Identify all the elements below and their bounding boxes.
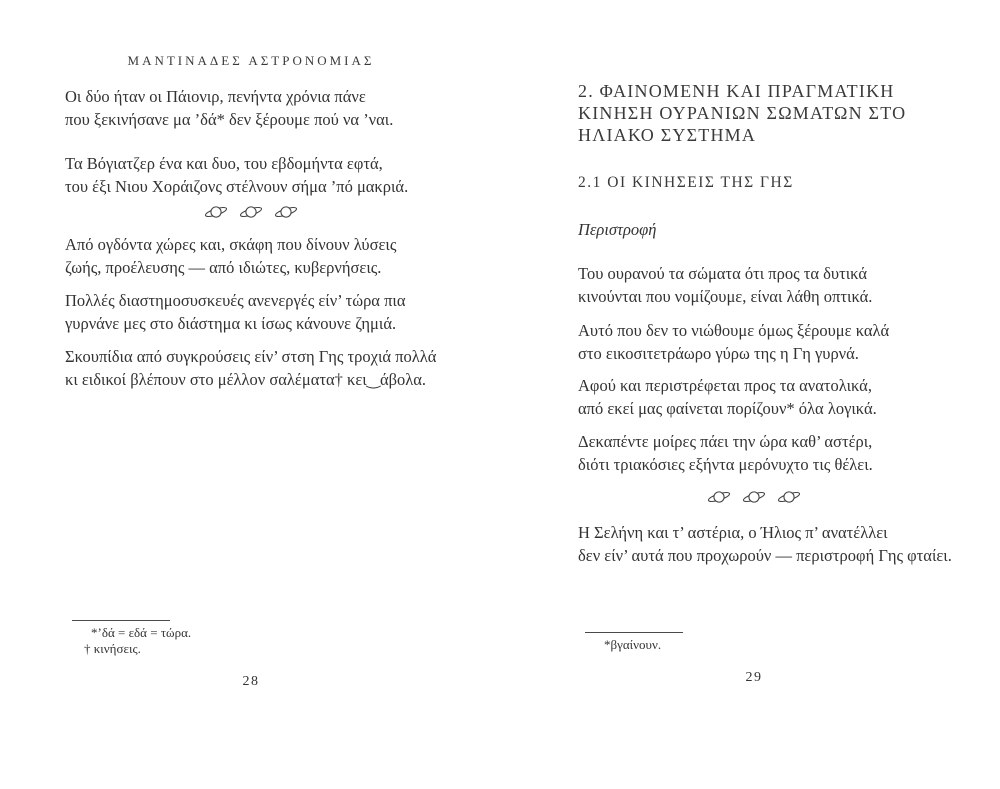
verse-line: διότι τριακόσιες εξήντα μερόνυχτο τις θέλει.	[578, 455, 873, 474]
couplet	[65, 289, 437, 335]
chapter-heading	[578, 80, 930, 146]
couplet	[578, 374, 930, 420]
chapter-heading-line: ΗΛΙΑΚΟ ΣΥΣΤΗΜΑ	[578, 125, 757, 145]
footnote-block	[578, 632, 930, 653]
saturn-icon	[274, 202, 298, 222]
verse-line: γυρνάνε μες στο διάστημα κι ίσως κάνουνε ζημιά.	[65, 314, 397, 333]
section-heading: 2.1 ΟΙ ΚΙΝΗΣΕΙΣ ΤΗΣ ΓΗΣ	[578, 174, 794, 191]
verse-line: Αυτό που δεν το νιώθουμε όμως ξέρουμε καλά	[578, 321, 890, 340]
page-left	[65, 0, 437, 690]
page-right	[578, 0, 952, 686]
saturn-ornament-row	[578, 486, 930, 507]
saturn-ornament-row	[65, 201, 437, 222]
verse-line: Από ογδόντα χώρες και, σκάφη που δίνουν λύσεις	[65, 235, 397, 254]
footnote-block	[65, 620, 437, 657]
saturn-icon	[742, 487, 766, 507]
chapter-heading-line: ΚΙΝΗΣΗ ΟΥΡΑΝΙΩΝ ΣΩΜΑΤΩΝ ΣΤΟ	[578, 103, 907, 123]
verse-line: στο εικοσιτετράωρο γύρω της η Γη γυρνά.	[578, 344, 859, 363]
couplet	[65, 85, 437, 131]
couplet	[65, 345, 437, 391]
verse-line: δεν είν’ αυτά που προχωρούν — περιστροφή Γης φταίει.	[578, 546, 952, 565]
verse-line: Σκουπίδια από συγκρούσεις είν’ στση Γης τροχιά πολλά	[65, 347, 437, 366]
verse-line: Δεκαπέντε μοίρες πάει την ώρα καθ’ αστέρι,	[578, 432, 873, 451]
verse-line: Πολλές διαστημοσυσκευές ανενεργές είν’ τώρα πια	[65, 291, 406, 310]
verse-line: Τα Βόγιατζερ ένα και δυο, του εβδομήντα εφτά,	[65, 154, 383, 173]
page-number: 29	[745, 670, 763, 685]
subsection-heading: Περιστροφή	[578, 220, 657, 239]
verse-line: του έξι Νιου Χοράιζονς στέλνουν σήμα ’πό μακριά.	[65, 177, 409, 196]
saturn-icon	[707, 487, 731, 507]
footnote: *’δά = εδά = τώρα.	[91, 625, 192, 640]
verse-line: ζωής, προέλευσης — από ιδιώτες, κυβερνήσεις.	[65, 258, 382, 277]
couplet	[65, 233, 437, 279]
couplet	[65, 152, 437, 198]
couplet	[578, 430, 930, 476]
running-header: ΜΑΝΤΙΝΑΔΕΣ ΑΣΤΡΟΝΟΜΙΑΣ	[127, 53, 375, 68]
verse-line: κι ειδικοί βλέπουν στο μέλλον σαλέματα† κει‿άβολα.	[65, 370, 427, 389]
couplet	[578, 262, 930, 308]
footnote: *βγαίνουν.	[604, 637, 662, 652]
saturn-icon	[204, 202, 228, 222]
saturn-icon	[239, 202, 263, 222]
verse-line: από εκεί μας φαίνεται πορίζουν* όλα λογικά.	[578, 399, 877, 418]
footnote: † κινήσεις.	[84, 641, 141, 656]
verse-line: Του ουρανού τα σώματα ότι προς τα δυτικά	[578, 264, 867, 283]
page-number: 28	[242, 674, 260, 689]
verse-line: Αφού και περιστρέφεται προς τα ανατολικά,	[578, 376, 872, 395]
saturn-icon	[777, 487, 801, 507]
couplet	[578, 521, 952, 567]
verse-line: κινούνται που νομίζουμε, είναι λάθη οπτικά.	[578, 287, 873, 306]
verse-line: Η Σελήνη και τ’ αστέρια, ο Ήλιος π’ ανατέλλει	[578, 523, 888, 542]
verse-line: που ξεκινήσανε μα ’δά* δεν ξέρουμε πού να ’ναι.	[65, 110, 394, 129]
couplet	[578, 319, 930, 365]
verse-line: Οι δύο ήταν οι Πάιονιρ, πενήντα χρόνια πάνε	[65, 87, 366, 106]
chapter-heading-line: 2. ΦΑΙΝΟΜΕΝΗ ΚΑΙ ΠΡΑΓΜΑΤΙΚΗ	[578, 81, 895, 101]
